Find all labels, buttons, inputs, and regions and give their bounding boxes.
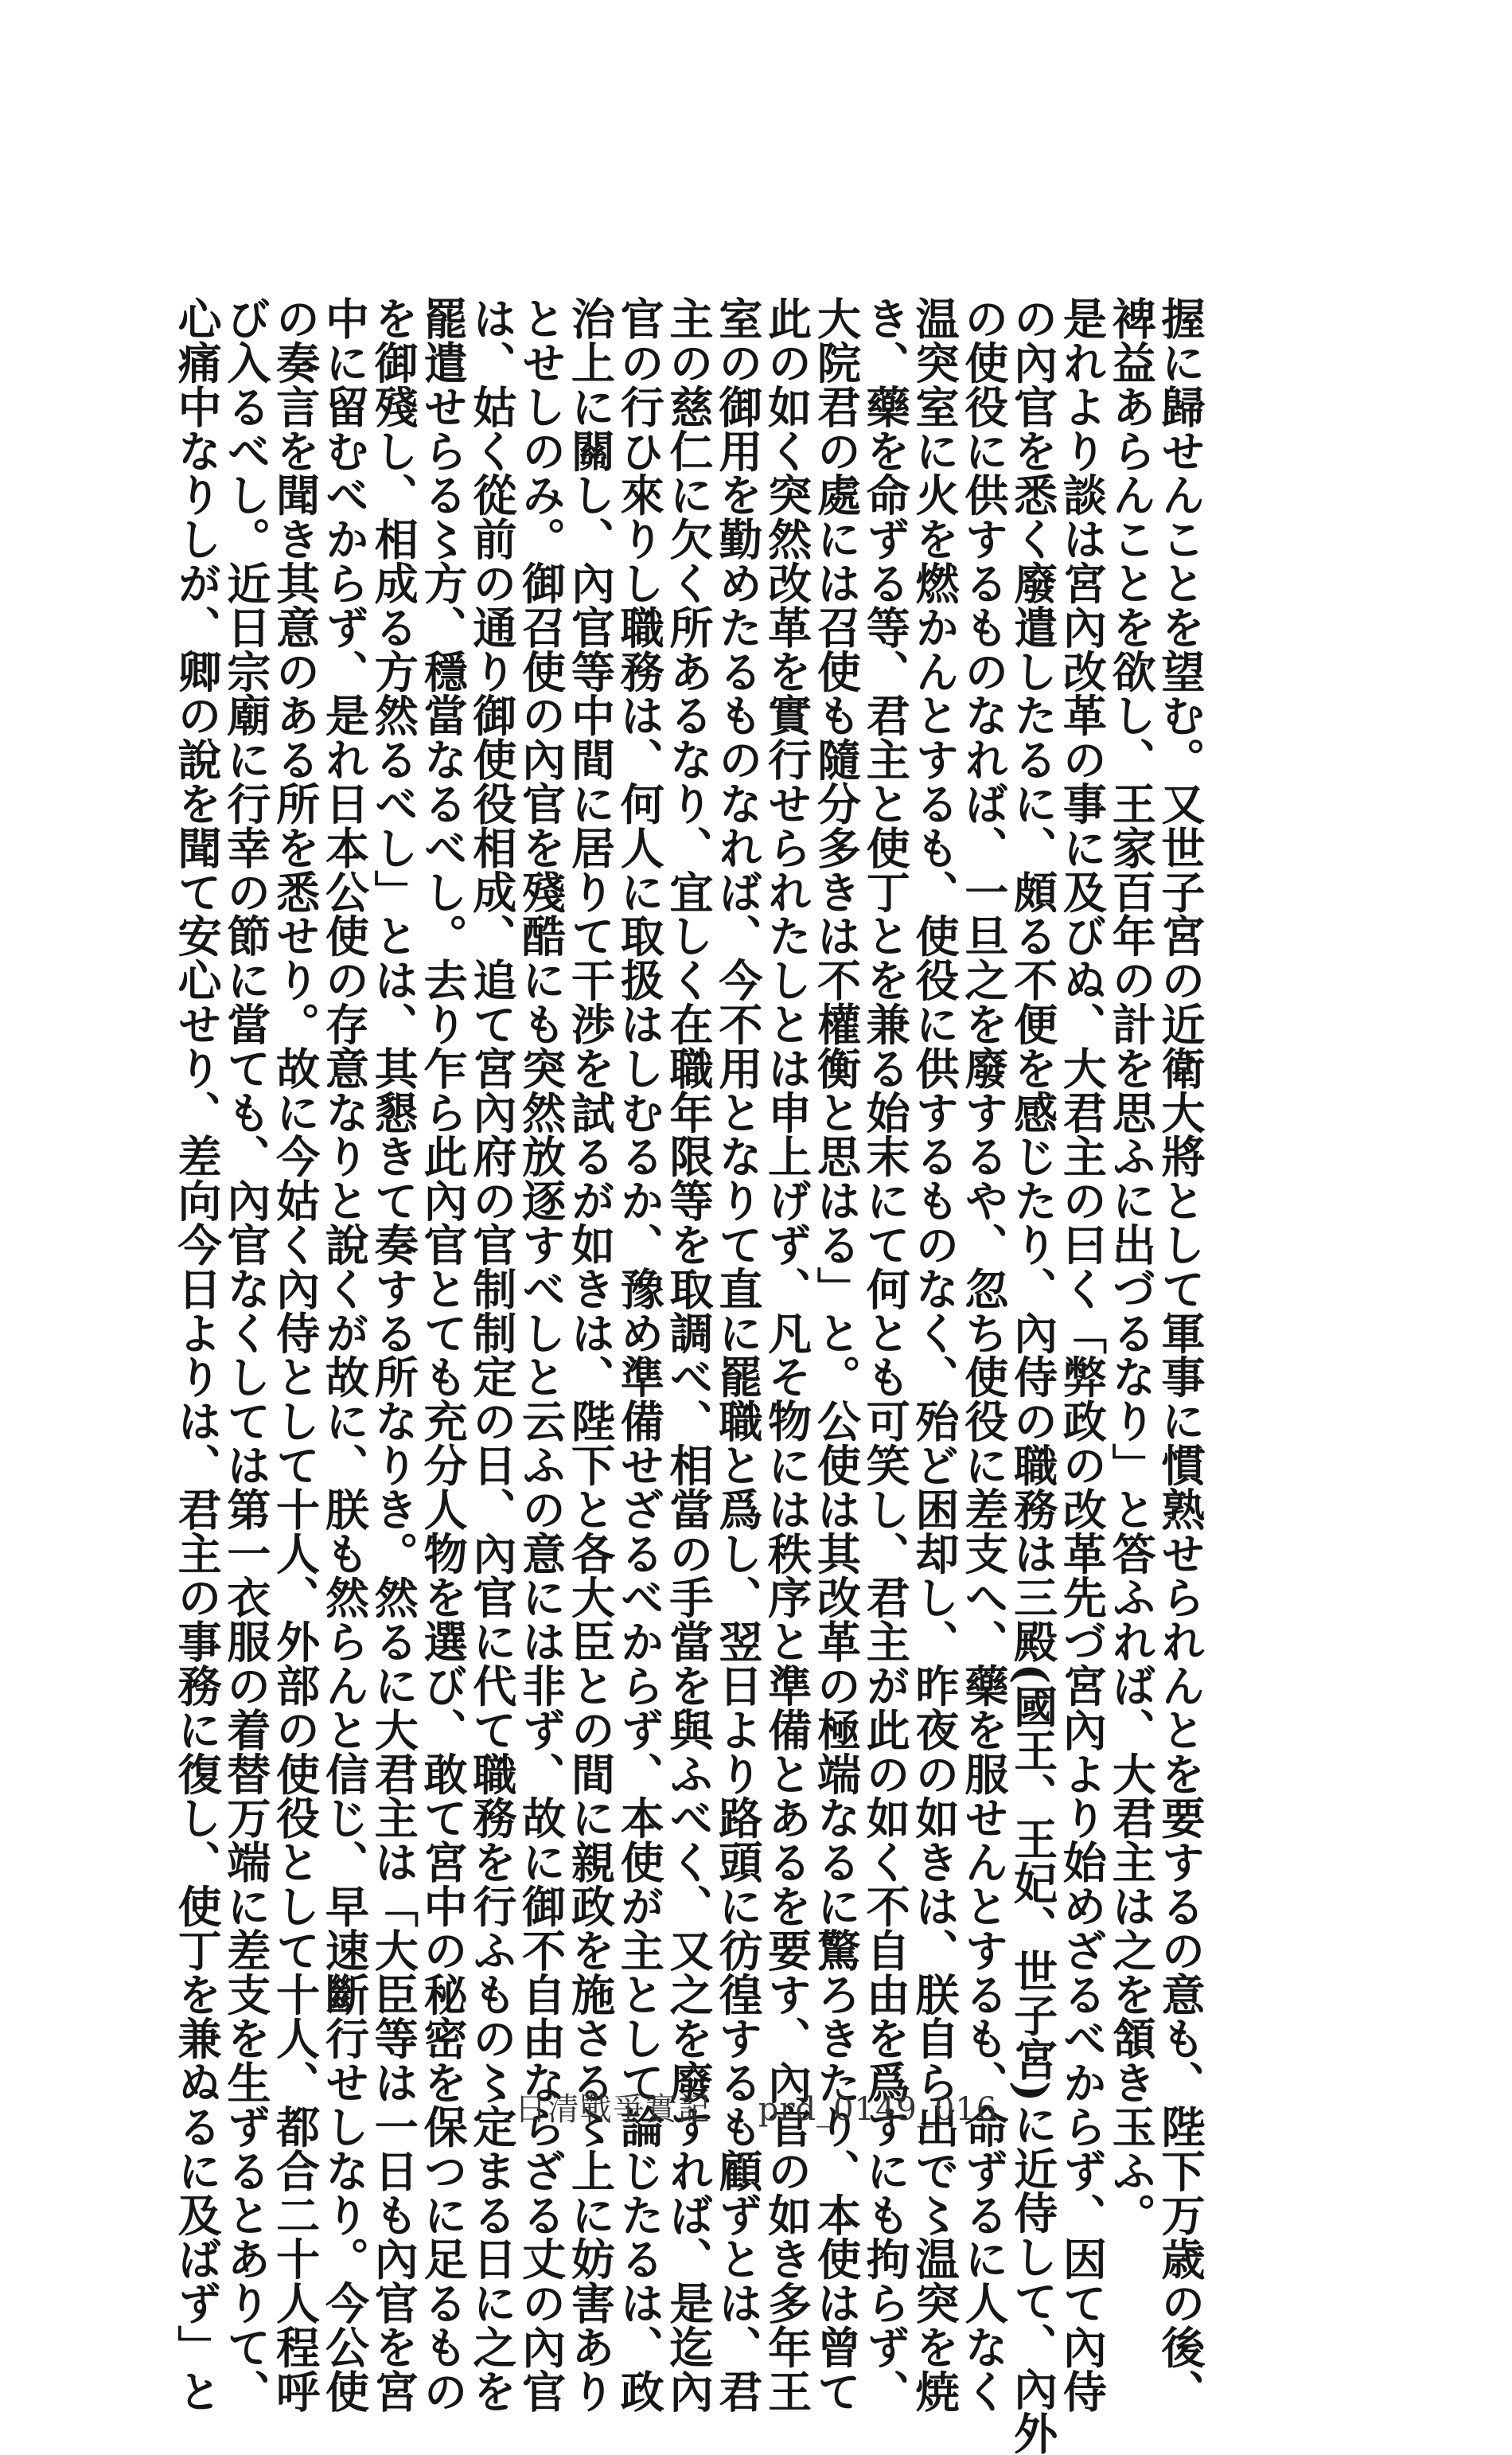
- text-column: とせしのみ。御召使の內官を殘酷にも突然放逐すべしと云ふの意には非ず、故に御不自由ならざる丈の內官: [513, 296, 566, 2414]
- text-column: き、藥を命ずる等、君主と使丁とを兼る始末にて何とも可笑し、君主が此の如く不自由を爲すにも拘らず、: [858, 296, 910, 2414]
- text-column: の奏言を聞き其意のある所を悉せり。故に今姑く內侍として十人、外部の使役として十人、都合二十人程呼: [267, 296, 320, 2414]
- page-code: prd_0149_016: [758, 2091, 998, 2128]
- text-column: 大院君の處には召使も隨分多きは不權衡と思はる」と。公使は其改革の極端なるに驚ろきたり、本使は曾て: [809, 296, 861, 2414]
- text-column: 温突室に火を燃かんとするも、使役に供するものなく、殆ど困却し、昨夜の如きは、朕自ら出で〻温突を焼: [907, 296, 960, 2414]
- text-column: 罷遣せらる〻方、穩當なるべし。去り乍ら此內官とても充分人物を選び、敢て宮中の秘密を保つに足るもの: [415, 296, 468, 2414]
- text-column: 是れより談は宮內改革の事に及びぬ、大君主の曰く「弊政の改革先づ宮內より始めざるべからず、因て內侍: [1054, 296, 1107, 2414]
- text-column: 中に留むべからず、是れ日本公使の存意なりと說くが故に、朕も然らんと信じ、早速斷行せしなり。今公使: [317, 296, 369, 2414]
- text-column: 心痛中なりしが、卿の說を聞て安心せり、差向今日よりは、君主の事務に復し、使丁を兼ぬるに及ばず」と: [170, 296, 222, 2414]
- text-column: を御殘し、相成る方然るべし」とは、其懇きて奏する所なりき。然るに大君主は「大臣等は一日も內官を宮: [366, 296, 419, 2414]
- text-column: 主の慈仁に欠く所あるなり、宜しく在職年限等を取調べ、相當の手當を與ふべく、又之を廢すれば、是迄內: [661, 296, 714, 2414]
- page-footer: [0, 2084, 1512, 2129]
- text-column: 室の御用を勤めたるものなれば、今不用となりて直に罷職と爲し、翌日より路頭に彷徨するも顧ずとは、君: [710, 296, 762, 2414]
- text-column: 治上に關し、內官等中間に居りて干渉を試るが如きは、陛下と各大臣との間に親政を施さる〻上に妨害あり: [563, 296, 615, 2414]
- text-column: 握に歸せんことを望む。又世子宮の近衛大將として軍事に慣熟せられんとを要するの意も、陛下万歳の後、: [1153, 296, 1205, 2414]
- text-column: 官の行ひ來りし職務は、何人に取扱はしむるか、豫め準備せざるべからず、本使が主として論じたるは、政: [612, 296, 664, 2414]
- text-column: 此の如く突然改革を實行せられたしとは申上げず、凡そ物には秩序と準備とあるを要す、內官の如き多年王: [759, 296, 812, 2414]
- text-column: の使役に供するものなれば、一旦之を廢するや、忽ち使役に差支へ、藥を服せんとするも、命ずるに人なく: [956, 296, 1008, 2414]
- publication-title: 日清戰爭實記: [514, 2091, 711, 2128]
- text-column: は、姑く從前の通り御使役相成、追て宮內府の官制制定の日、內官に代て職務を行ふもの〻定まる日に之を: [464, 296, 516, 2414]
- text-column: び入るべし。近日宗廟に行幸の節に當ても、內官なくしては第一衣服の着替万端に差支を生ずるとありて、: [218, 296, 271, 2414]
- text-column: の內官を悉く廢遣したるに、頗る不便を感じたり、內侍の職務は三殿(國王、王妃、世子宮)に近侍して、內外: [1005, 296, 1058, 2455]
- text-column: 裨益あらんことを欲し、王家百年の計を思ふに出づるなり」と答ふれば、大君主は之を頷き玉ふ。: [1104, 296, 1156, 2237]
